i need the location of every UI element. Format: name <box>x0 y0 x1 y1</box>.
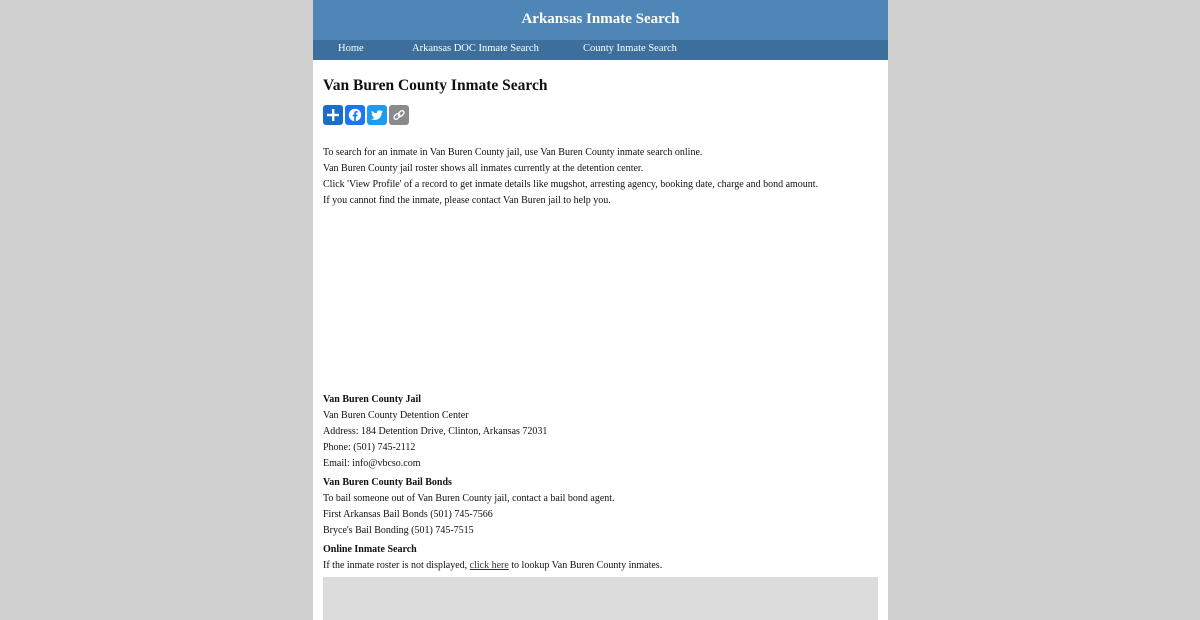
twitter-icon <box>370 108 384 122</box>
plus-icon <box>326 108 340 122</box>
bail-heading: Van Buren County Bail Bonds <box>323 476 452 488</box>
online-text-before: If the inmate roster is not displayed, <box>323 559 470 571</box>
intro-line: Click 'View Profile' of a record to get inmate details like mugshot, arresting agency, booking date, charge and bond amount. <box>323 178 819 190</box>
share-button[interactable] <box>323 105 343 125</box>
intro-text <box>323 145 878 209</box>
page-title: Van Buren County Inmate Search <box>323 77 548 94</box>
bail-agent: First Arkansas Bail Bonds (501) 745-7566 <box>323 508 493 520</box>
inmate-roster-frame[interactable] <box>323 577 878 620</box>
click-here-link[interactable]: click here <box>469 559 509 571</box>
site-header <box>313 0 888 40</box>
bail-intro: To bail someone out of Van Buren County jail, contact a bail bond agent. <box>323 492 615 504</box>
jail-email: Email: info@vbcso.com <box>323 457 421 469</box>
nav-arkansas-doc-inmate-search[interactable]: Arkansas DOC Inmate Search <box>412 43 539 54</box>
online-search-info <box>323 542 878 574</box>
jail-info <box>323 392 878 472</box>
online-text <box>323 558 878 574</box>
copy-link-icon <box>392 108 406 122</box>
jail-address: Address: 184 Detention Drive, Clinton, Arkansas 72031 <box>323 425 548 437</box>
intro-line: To search for an inmate in Van Buren County jail, use Van Buren County inmate search online. <box>323 147 703 158</box>
bail-bonds-info <box>323 475 878 539</box>
bail-agent: Bryce's Bail Bonding (501) 745-7515 <box>323 524 474 536</box>
facebook-share-button[interactable] <box>345 105 365 125</box>
facebook-icon <box>348 108 362 122</box>
nav-county-inmate-search[interactable]: County Inmate Search <box>583 43 677 54</box>
twitter-share-button[interactable] <box>367 105 387 125</box>
intro-line: If you cannot find the inmate, please contact Van Buren jail to help you. <box>323 194 611 206</box>
ad-space <box>323 209 878 392</box>
jail-phone: Phone: (501) 745-2112 <box>323 441 416 453</box>
share-bar <box>323 105 878 125</box>
intro-line: Van Buren County jail roster shows all inmates currently at the detention center. <box>323 162 644 174</box>
online-heading: Online Inmate Search <box>323 543 417 555</box>
copy-link-button[interactable] <box>389 105 409 125</box>
jail-heading: Van Buren County Jail <box>323 393 422 405</box>
site-title-link[interactable]: Arkansas Inmate Search <box>521 11 680 27</box>
online-text-after: to lookup Van Buren County inmates. <box>508 559 663 571</box>
page-container <box>313 0 888 620</box>
jail-name: Van Buren County Detention Center <box>323 409 469 421</box>
main-content <box>313 77 888 620</box>
nav-home[interactable]: Home <box>338 43 364 54</box>
top-nav <box>313 40 888 60</box>
